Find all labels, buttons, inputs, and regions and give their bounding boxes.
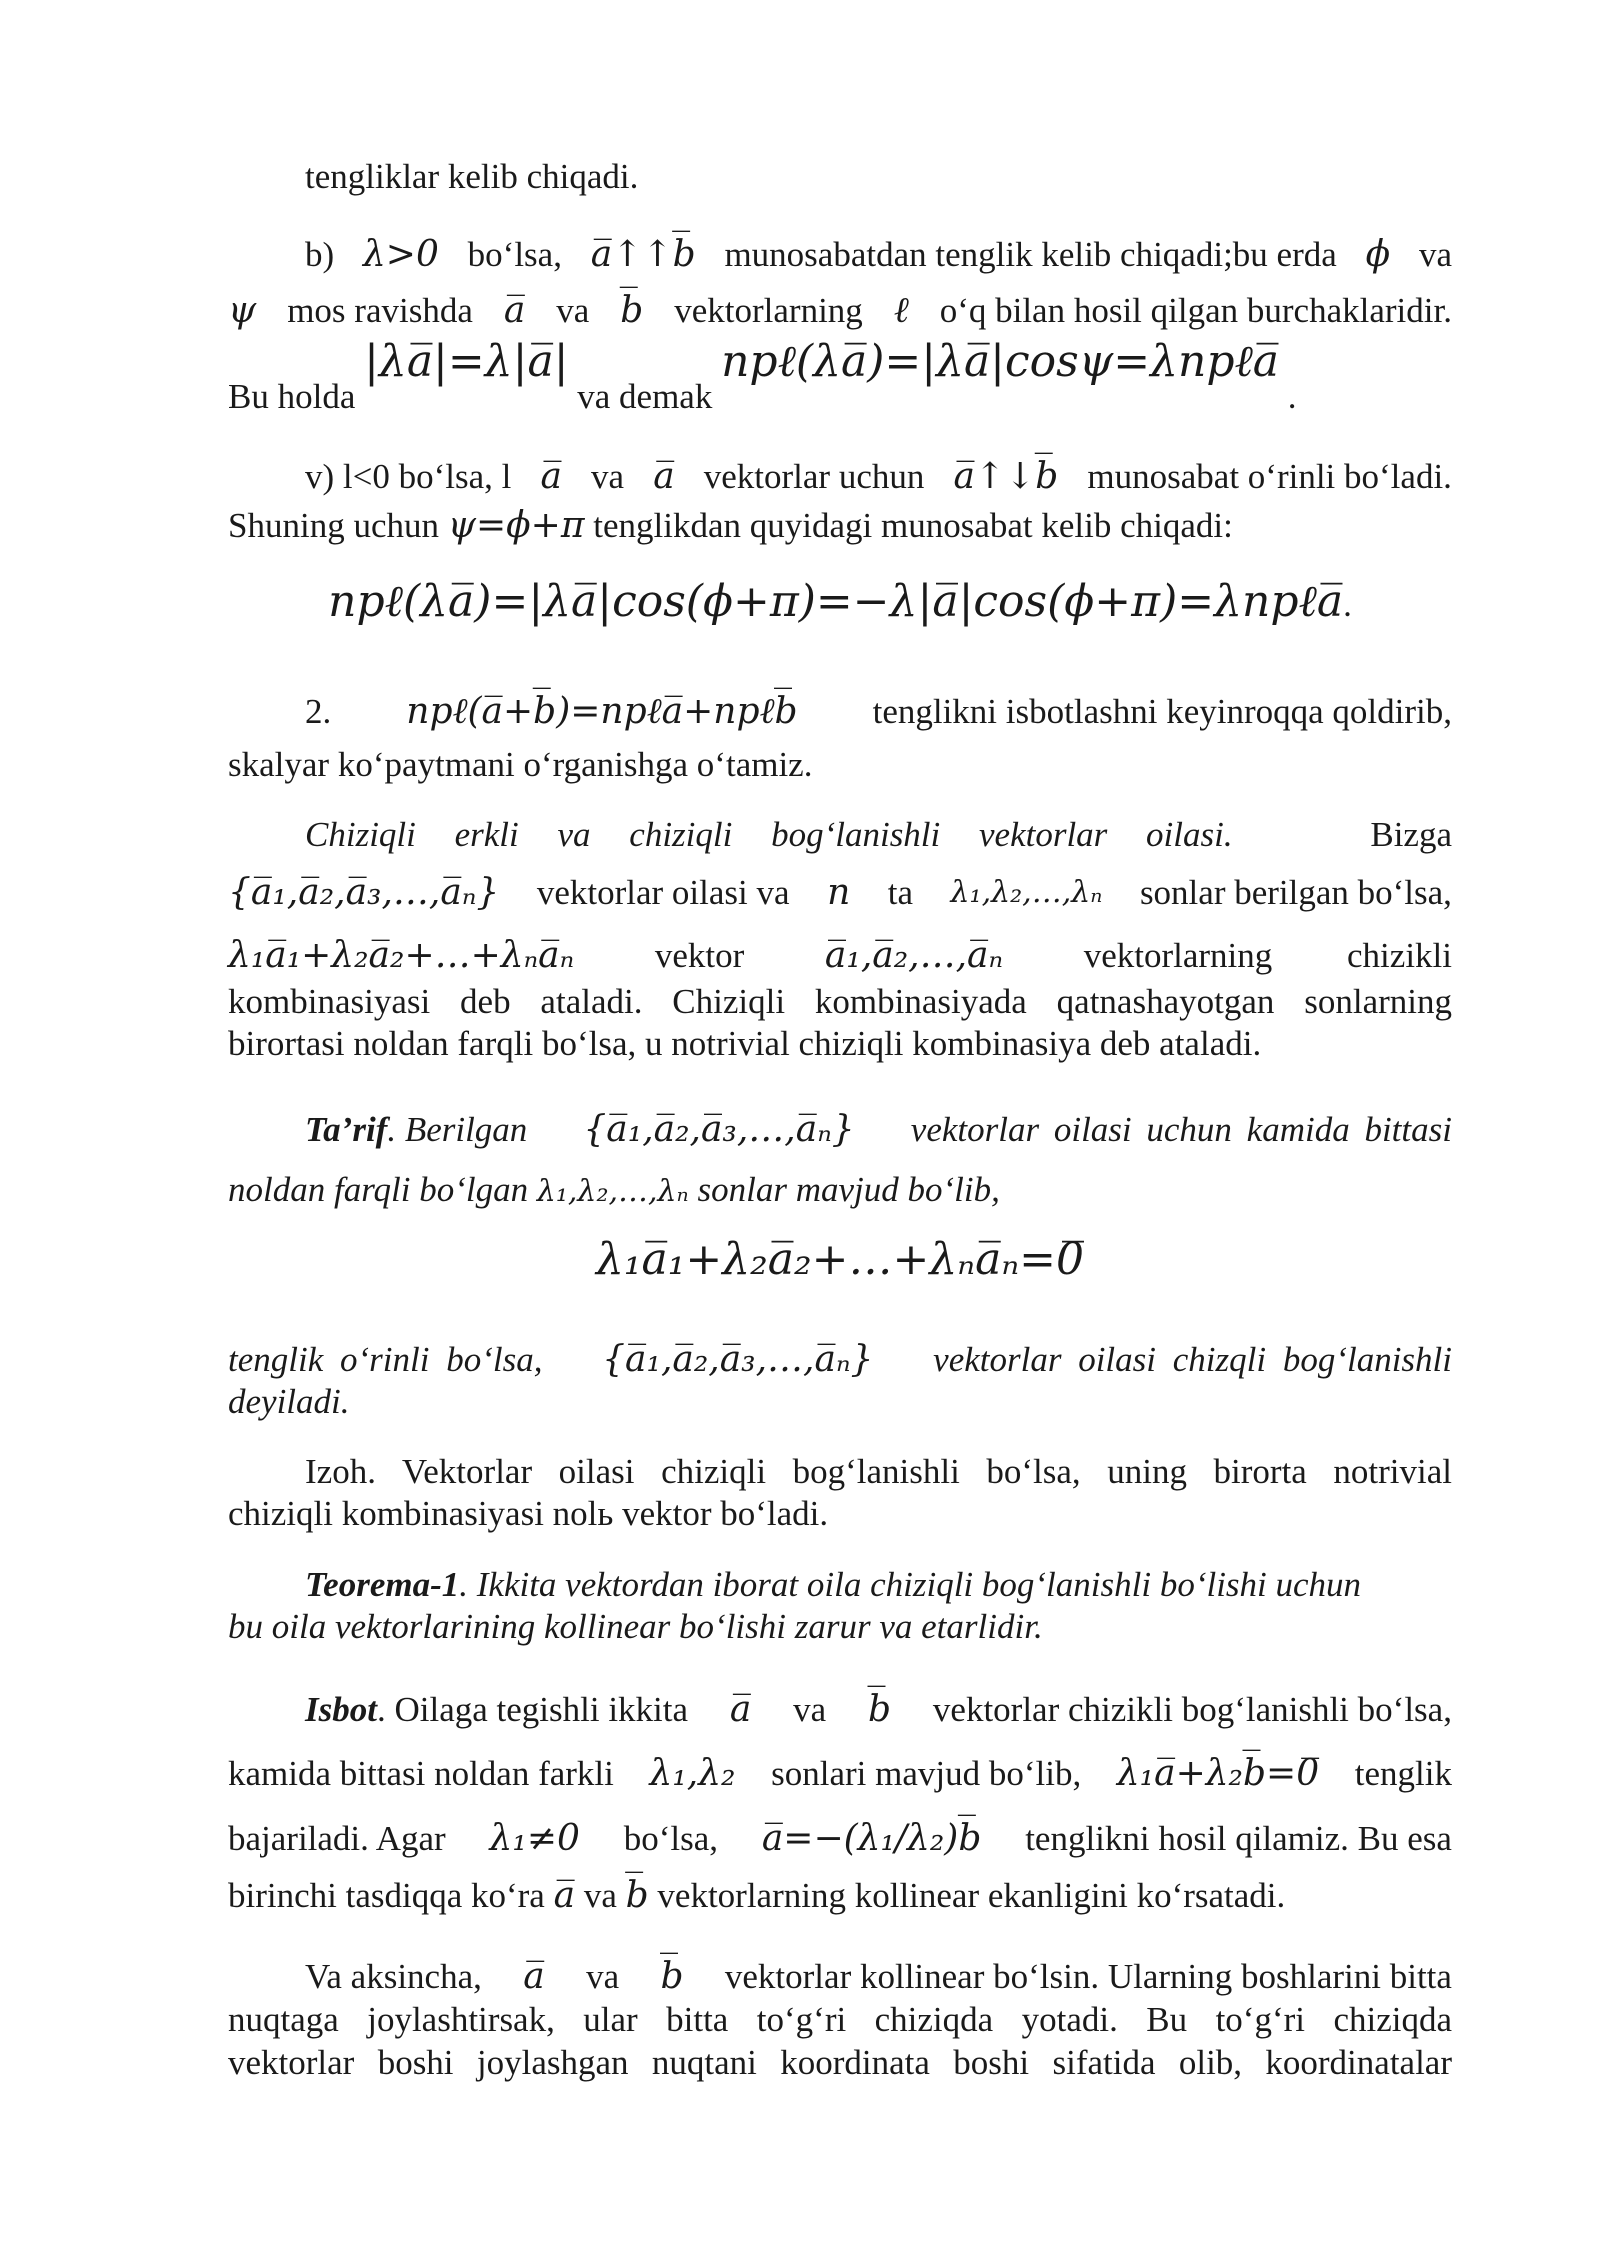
formula: ϕ — [1365, 234, 1391, 275]
formula: λ>0 — [362, 234, 439, 275]
paragraph-teorema-line-1 — [228, 1563, 1529, 1607]
paragraph-v-line-2 — [228, 504, 1452, 548]
text: ta — [887, 873, 914, 912]
formula: b̅ — [625, 1875, 649, 1916]
paragraph-teorema-line-2 — [228, 1605, 1452, 1649]
text: vektorlar oilasi chizqli bog‘lanishli — [933, 1340, 1452, 1379]
paragraph-isbot-line-3 — [228, 1817, 1452, 1861]
formula: n — [827, 872, 851, 913]
paragraph-tenglik-line-1 — [228, 1338, 1452, 1382]
paragraph-isbot-line-1 — [228, 1688, 1452, 1732]
text: o‘q bilan hosil qilgan burchaklaridir. — [939, 291, 1452, 330]
text: tenglikni isbotlashni keyinroqqa qoldirib, — [872, 692, 1452, 731]
text: bajariladi. Agar — [228, 1819, 446, 1858]
formula: a̅ — [729, 1689, 752, 1730]
text: tenglikdan quyidagi munosabat kelib chiqadi: — [593, 506, 1233, 545]
text: sonlar mavjud bo‘lib, — [697, 1170, 1000, 1209]
paragraph-aksincha-line-2 — [228, 1998, 1452, 2042]
italic-text: Chiziqli erkli va chiziqli bog‘lanishli vektorlar oilasi. — [305, 815, 1233, 854]
text: 2. — [305, 692, 332, 731]
formula: ℓ — [893, 290, 909, 331]
formula: npℓ(λa̅)=|λa̅|cosψ=λnpℓa̅ — [721, 336, 1280, 387]
formula: ψ — [228, 290, 257, 331]
paragraph-isbot-line-4 — [228, 1874, 1452, 1918]
formula: npℓ(λa̅)=|λa̅|cos(ϕ+π)=−λ|a̅|cos(ϕ+π)=λnpℓa̅ — [328, 576, 1344, 627]
paragraph-v-line-1 — [228, 455, 1452, 499]
formula: λ₁,λ₂ — [649, 1753, 736, 1794]
paragraph-definition-line-1 — [228, 813, 1452, 857]
text: kamida bittasi noldan farkli — [228, 1754, 614, 1793]
text-line — [228, 155, 1529, 199]
text: va — [583, 1876, 617, 1915]
paragraph-b-line-1 — [228, 233, 1452, 277]
text: v) l<0 bo‘lsa, l — [305, 457, 512, 496]
text: kombinasiyasi deb ataladi. Chiziqli kombinasiyada qatnashayotgan sonlarning — [228, 982, 1452, 1021]
bold-text: Isbot — [305, 1690, 377, 1729]
paragraph-isbot-line-2 — [228, 1752, 1452, 1796]
formula: {a̅₁,a̅₂,a̅₃,…,a̅ₙ} — [602, 1339, 874, 1380]
formula: a̅ — [540, 456, 562, 497]
text: Shuning uchun — [228, 506, 439, 545]
formula: a̅ — [523, 1956, 545, 1997]
paragraph-izoh-line-1 — [228, 1450, 1452, 1494]
text: va — [591, 457, 625, 496]
paragraph-aksincha-line-1 — [228, 1955, 1452, 1999]
text: sonlari mavjud bo‘lib, — [771, 1754, 1082, 1793]
formula: {a̅₁,a̅₂,a̅₃,…,a̅ₙ} — [228, 872, 500, 913]
paragraph-2-line-1 — [228, 690, 1452, 734]
text: . Ikkita vektordan iborat oila chiziqli bog‘lanishli bo‘lishi uchun — [459, 1565, 1362, 1604]
text: chiziqli kombinasiyasi nolь vektor bo‘ladi. — [228, 1494, 829, 1533]
equation-linear-combination — [228, 1234, 1452, 1285]
formula: npℓ(a̅+b̅)=npℓa̅+npℓb̅ — [406, 691, 798, 732]
formula: b̅ — [660, 1956, 684, 1997]
text: b) — [305, 235, 335, 274]
text: bu oila vektorlarining kollinear bo‘lishi zarur va etarlidir. — [228, 1607, 1043, 1646]
text: mos ravishda — [287, 291, 473, 330]
text: va — [586, 1957, 620, 1996]
text: vektorlar boshi joylashgan nuqtani koordinata boshi sifatida olib, koordinatalar — [228, 2043, 1452, 2082]
text: bo‘lsa, — [467, 235, 562, 274]
paragraph-definition-line-3 — [228, 934, 1452, 978]
text: birortasi noldan farqli bo‘lsa, u notrivial chiziqli kombinasiya deb ataladi. — [228, 1024, 1262, 1063]
formula: λ₁a̅₁+λ₂a̅₂+…+λₙa̅ₙ — [228, 935, 575, 976]
text: va — [556, 291, 590, 330]
text: vektor — [654, 936, 745, 975]
text: . — [1287, 377, 1297, 416]
paragraph-tenglik-line-2 — [228, 1380, 1452, 1424]
text: tengliklar kelib chiqadi. — [305, 157, 639, 196]
formula: a̅ — [653, 456, 675, 497]
text: Bu holda — [228, 377, 356, 416]
text: va — [1418, 235, 1452, 274]
text: nuqtaga joylashtirsak, ular bitta to‘g‘ri chiziqda yotadi. Bu to‘g‘ri chiziqda — [228, 2000, 1452, 2039]
text: vektorlarning kollinear ekanligini ko‘rsatadi. — [657, 1876, 1286, 1915]
formula: a̅↑↓b̅ — [953, 456, 1059, 497]
text: . Oilaga tegishli ikkita — [376, 1690, 689, 1729]
formula: {a̅₁,a̅₂,a̅₃,…,a̅ₙ} — [583, 1109, 855, 1150]
text: munosabat o‘rinli bo‘ladi. — [1087, 457, 1452, 496]
paragraph-definition-line-5 — [228, 1022, 1452, 1066]
text: sonlar berilgan bo‘lsa, — [1139, 873, 1452, 912]
formula: λ₁≠0 — [489, 1818, 580, 1859]
text: va demak — [577, 377, 713, 416]
text: munosabatdan tenglik kelib chiqadi;bu erda — [724, 235, 1337, 274]
paragraph-definition-line-4 — [228, 980, 1452, 1024]
paragraph-aksincha-line-3 — [228, 2041, 1452, 2085]
text: va — [793, 1690, 827, 1729]
text: tenglikni hosil qilamiz. Bu esa — [1025, 1819, 1452, 1858]
formula: λ₁,λ₂,…,λₙ — [950, 875, 1103, 910]
text — [305, 1688, 688, 1732]
formula: λ₁a̅+λ₂b̅=0̅ — [1116, 1753, 1320, 1794]
text: birinchi tasdiqqa ko‘ra — [228, 1876, 545, 1915]
formula: a̅ — [503, 290, 526, 331]
paragraph-tarif-line-1 — [228, 1108, 1452, 1152]
formula: a̅ — [553, 1875, 576, 1916]
formula: b̅ — [620, 290, 644, 331]
text: Va aksincha, — [305, 1957, 482, 1996]
paragraph-izoh-line-2 — [228, 1492, 1452, 1536]
text: vektorlar oilasi va — [536, 873, 790, 912]
formula: λ₁,λ₂,…,λₙ — [536, 1174, 689, 1209]
text: vektorlarning — [674, 291, 863, 330]
text: skalyar ko‘paytmani o‘rganishga o‘tamiz. — [228, 745, 813, 784]
text: deyiladi. — [228, 1382, 350, 1421]
bold-text: Teorema-1 — [305, 1565, 460, 1604]
formula: a̅=−(λ₁/λ₂)b̅ — [761, 1818, 982, 1859]
formula: λ₁a̅₁+λ₂a̅₂+…+λₙa̅ₙ=0̅ — [595, 1234, 1085, 1285]
text: tenglik o‘rinli bo‘lsa, — [228, 1340, 543, 1379]
bold-text: Ta’rif — [305, 1110, 388, 1149]
text: . — [1343, 585, 1352, 624]
formula: a̅₁,a̅₂,…,a̅ₙ — [824, 935, 1004, 976]
text: vektorlar uchun — [703, 457, 925, 496]
formula: b̅ — [868, 1689, 892, 1730]
text: noldan farqli bo‘lgan — [228, 1170, 529, 1209]
text: vektorlar chizikli bog‘lanishli bo‘lsa, — [932, 1690, 1452, 1729]
formula: |λa̅|=λ|a̅| — [364, 336, 569, 387]
text: vektorlarning chizikli — [1083, 936, 1452, 975]
text: Bizga — [1370, 815, 1452, 854]
text — [305, 1108, 527, 1152]
formula: ψ=ϕ+π — [447, 505, 585, 546]
text: vektorlar oilasi uchun kamida bittasi — [910, 1110, 1452, 1149]
text: vektorlar kollinear bo‘lsin. Ularning boshlarini bitta — [724, 1957, 1452, 1996]
text: Izoh. Vektorlar oilasi chiziqli bog‘lanishli bo‘lsa, uning birorta notrivial — [305, 1452, 1452, 1491]
paragraph-2-line-2 — [228, 743, 1452, 787]
paragraph-b-line-3 — [228, 336, 1452, 416]
text: bo‘lsa, — [623, 1819, 718, 1858]
paragraph-b-line-2 — [228, 289, 1452, 333]
paragraph-definition-line-2 — [228, 871, 1452, 915]
text: . Berilgan — [387, 1110, 528, 1149]
paragraph-tarif-line-2 — [228, 1168, 1452, 1214]
equation-projection — [228, 576, 1452, 627]
text: tenglik — [1354, 1754, 1452, 1793]
formula: a̅↑↑b̅ — [590, 234, 696, 275]
